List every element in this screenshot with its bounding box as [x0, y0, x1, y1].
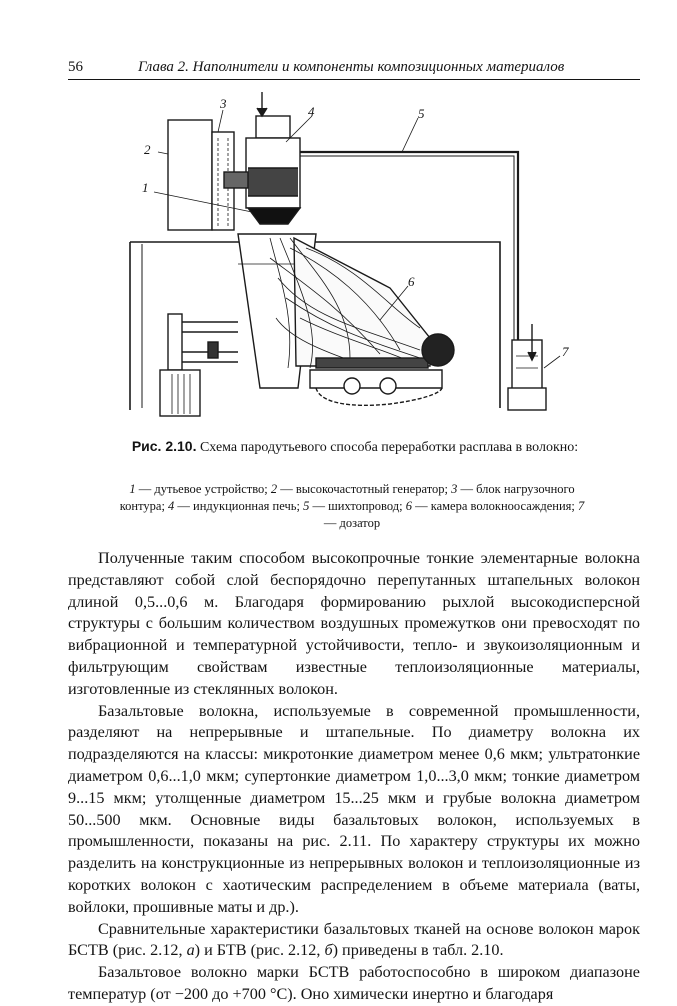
- paragraph-3: Сравнительные характеристики базальтовых тканей на основе волокон марок БСТВ (рис. 2.12, а) и БТВ (рис. 2.12, б) приведены в табл. 2.10.: [68, 919, 640, 960]
- paragraph-2: Базальтовые волокна, используемые в современной промышленности, разделяют на непрерывные и штапельные. По диаметру волокна их подразделяются на классы: микротонкие диаметром менее 0,6 мкм; ультратонкие диаметром 0,6...1,0 мкм; супертонкие диаметром 1,0...3,0 мкм; тонкие диаметром 9...15 мкм; утолщенные диаметром 15...25 мкм и грубые волокна диаметром 50...500 мкм. Основные виды базальтовых волокон, используемых в промышленности, показаны на рис. 2.11. По характеру структуры их можно разделить на конструкционные из непрерывных волокон и теплоизоляционные из коротких волокон с хаотическим распределением в объеме материала (ваты, войлоки, прошивные маты и др.).: [68, 701, 640, 916]
- body-text: [68, 548, 640, 1006]
- figure-legend: 1 — дутьевое устройство; 2 — высокочастотный генератор; 3 — блок нагрузочного контура; 4 — индукционная печь; 5 — шихтопровод; 6 — камера волокноосаждения; 7 — дозатор: [119, 482, 585, 530]
- figure-label-7: 7: [562, 344, 569, 359]
- figure-ref: Рис. 2.10.: [131, 438, 197, 454]
- fiber-chamber: [294, 238, 430, 366]
- induction-furnace: [224, 92, 300, 208]
- figure-label-5: 5: [418, 106, 425, 121]
- caption-title: Схема пародутьевого способа переработки расплава в волокно:: [196, 440, 579, 455]
- paragraph-4: Базальтовое волокно марки БСТВ работоспособно в широком диапазоне температур (от −200 до +700 °С). Оно химически инертно и благодаря: [68, 963, 640, 1003]
- blowing-device: [248, 208, 300, 224]
- figure-label-2: 2: [144, 142, 151, 157]
- figure-label-3: 3: [220, 96, 227, 111]
- figure-label-4: 4: [308, 104, 315, 119]
- figure-label-1: 1: [142, 180, 149, 195]
- figure-diagram: [120, 88, 575, 430]
- paragraph-1: Полученные таким способом высокопрочные тонкие элементарные волокна представляют собой слой беспорядочно перепутанных штапельных волокон длиной 0,5...0,6 м. Благодаря формированию рыхлой высокодисперсной структуры с большим количеством воздушных промежутков они превосходят по вибрационной и температурной устойчивости, тепло- и звукоизоляционным и фильтрующим свойствам известные теплоизоляционные материалы, изготовленные из стеклянных волокон.: [68, 549, 640, 698]
- running-title: Глава 2. Наполнители и компоненты композиционных материалов: [138, 59, 565, 75]
- left-piping: [160, 314, 238, 416]
- figure-caption: [90, 437, 620, 457]
- hf-generator: [168, 120, 212, 230]
- running-header: [68, 57, 640, 80]
- figure-label-6: 6: [408, 274, 415, 289]
- page-number: 56: [68, 59, 83, 75]
